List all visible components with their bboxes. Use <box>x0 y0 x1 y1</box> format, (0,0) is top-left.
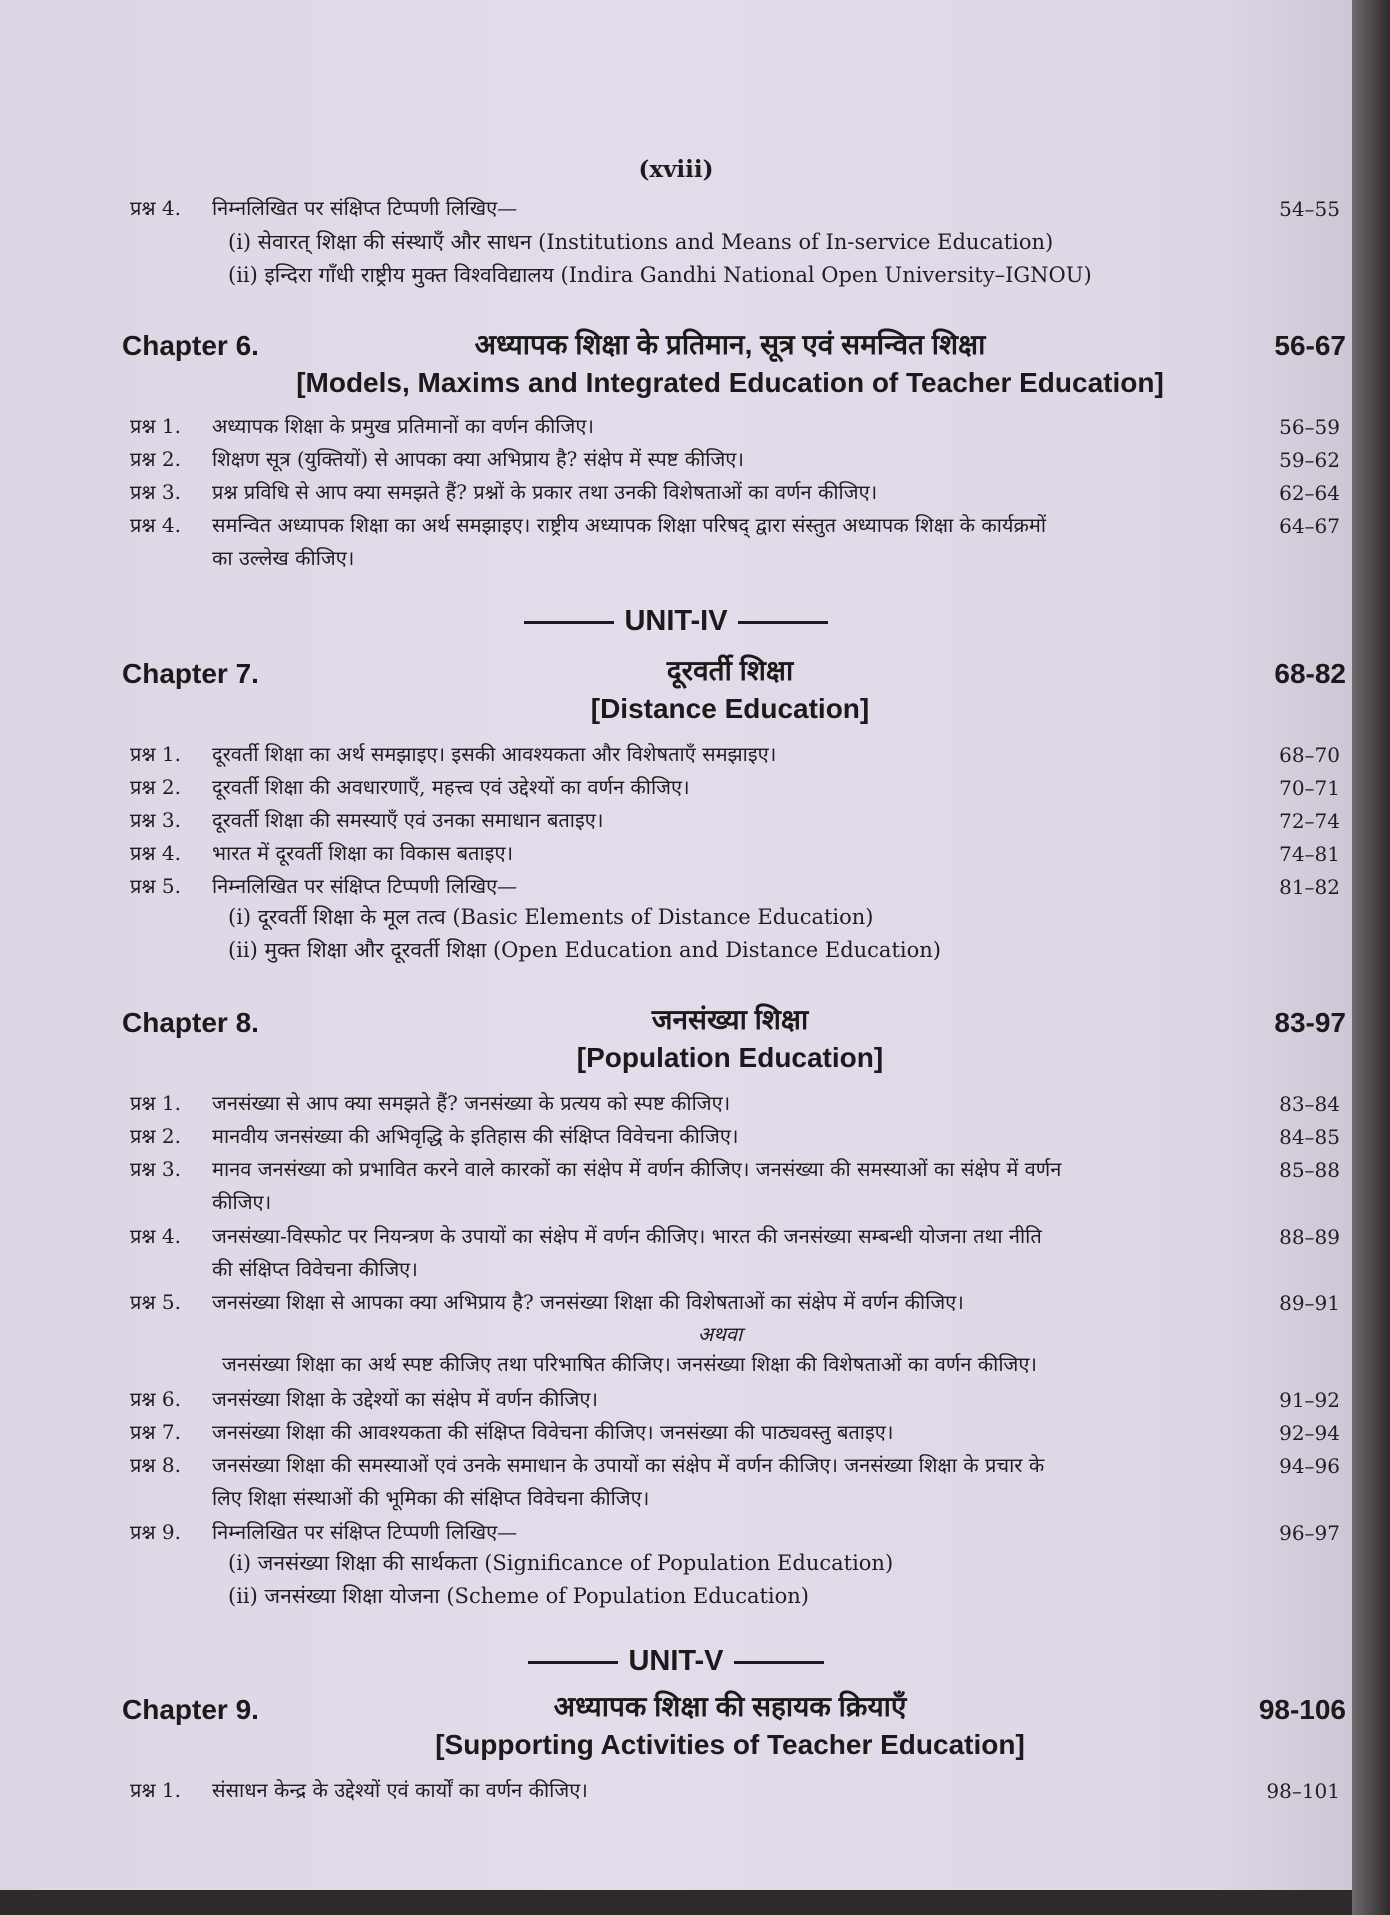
sub-item: (i) सेवारत् शिक्षा की संस्थाएँ और साधन (Institutions and Means of In-service Education) <box>228 230 1054 254</box>
page-range: 91–92 <box>1279 1388 1340 1412</box>
page-range: 96–97 <box>1279 1521 1340 1545</box>
chapter-title-english: [Supporting Activities of Teacher Education] <box>435 1729 1025 1760</box>
question-text: निम्नलिखित पर संक्षिप्त टिप्पणी लिखिए— <box>212 874 518 898</box>
chapter-page-range: 98-106 <box>1258 1694 1346 1725</box>
question <box>130 738 1230 771</box>
rule <box>524 621 614 624</box>
question-text: शिक्षण सूत्र (युक्तियों) से आपका क्या अभिप्राय है? संक्षेप में स्पष्ट कीजिए। <box>212 447 744 471</box>
sub-item: (ii) मुक्त शिक्षा और दूरवर्ती शिक्षा (Open Education and Distance Education) <box>228 938 941 962</box>
unit-title: UNIT-IV <box>624 605 728 637</box>
rule <box>734 1661 824 1664</box>
question-text: जनसंख्या से आप क्या समझते हैं? जनसंख्या के प्रत्यय को स्पष्ट कीजिए। <box>212 1091 731 1115</box>
question-label: प्रश्न 7. <box>130 1420 181 1444</box>
chapter-title-english: [Population Education] <box>576 1042 884 1073</box>
page-number: (xviii) <box>638 156 714 183</box>
question <box>130 476 1230 509</box>
chapter-title-hindi: जनसंख्या शिक्षा <box>651 1004 809 1035</box>
athva-or: अथवा <box>697 1322 743 1346</box>
sub-item: (ii) जनसंख्या शिक्षा योजना (Scheme of Population Education) <box>228 1584 809 1608</box>
question <box>130 509 1230 575</box>
page-range: 84–85 <box>1279 1125 1340 1149</box>
question-label: प्रश्न 1. <box>130 1778 181 1802</box>
question-text: जनसंख्या शिक्षा के उद्देश्यों का संक्षेप में वर्णन कीजिए। <box>212 1387 598 1411</box>
question <box>130 837 1230 870</box>
question-text: भारत में दूरवर्ती शिक्षा का विकास बताइए। <box>212 841 514 865</box>
chapter-label: Chapter 7. <box>122 658 259 689</box>
question-label: प्रश्न 1. <box>130 1091 181 1115</box>
chapter-title-hindi: अध्यापक शिक्षा के प्रतिमान, सूत्र एवं समन्वित शिक्षा <box>474 329 986 360</box>
page-range: 98–101 <box>1266 1779 1340 1803</box>
chapter-page-range: 83-97 <box>1274 1007 1346 1038</box>
question-continuation: लिए शिक्षा संस्थाओं की भूमिका की संक्षिप्त विवेचना कीजिए। <box>212 1486 650 1510</box>
unit-title: UNIT-V <box>628 1645 724 1677</box>
question <box>130 1774 1230 1807</box>
question-top-4 <box>130 192 1230 225</box>
question-text: निम्नलिखित पर संक्षिप्त टिप्पणी लिखिए— <box>212 1520 518 1544</box>
chapter-title-hindi: अध्यापक शिक्षा की सहायक क्रियाएँ <box>553 1691 907 1722</box>
page-range: 64–67 <box>1279 514 1340 538</box>
alternate-question: जनसंख्या शिक्षा का अर्थ स्पष्ट कीजिए तथा परिभाषित कीजिए। जनसंख्या शिक्षा की विशेषताओं का वर्णन कीजिए। <box>222 1352 1037 1376</box>
rule <box>738 621 828 624</box>
question-text: मानवीय जनसंख्या की अभिवृद्धि के इतिहास की संक्षिप्त विवेचना कीजिए। <box>212 1124 739 1148</box>
question <box>130 870 1230 903</box>
question <box>130 1383 1230 1416</box>
page-range: 92–94 <box>1279 1421 1340 1445</box>
question-text: जनसंख्या शिक्षा से आपका क्या अभिप्राय है? जनसंख्या शिक्षा की विशेषताओं का संक्षेप में वर्णन कीजिए। <box>212 1290 964 1314</box>
question-label: प्रश्न 4. <box>130 196 181 220</box>
question-text: निम्नलिखित पर संक्षिप्त टिप्पणी लिखिए— <box>212 196 518 220</box>
page-range: 59–62 <box>1279 448 1340 472</box>
question <box>130 410 1230 443</box>
question <box>130 771 1230 804</box>
question-label: प्रश्न 6. <box>130 1387 181 1411</box>
question-label: प्रश्न 4. <box>130 841 181 865</box>
question-label: प्रश्न 5. <box>130 1290 181 1314</box>
page-range: 89–91 <box>1279 1291 1340 1315</box>
question-text: प्रश्न प्रविधि से आप क्या समझते हैं? प्रश्नों के प्रकार तथा उनकी विशेषताओं का वर्णन कीजिए। <box>212 480 878 504</box>
page-range: 62–64 <box>1279 481 1340 505</box>
question-label: प्रश्न 8. <box>130 1453 181 1477</box>
question <box>130 1516 1230 1549</box>
chapter-page-range: 56-67 <box>1274 330 1346 361</box>
question-label: प्रश्न 4. <box>130 513 181 537</box>
question-text: दूरवर्ती शिक्षा का अर्थ समझाइए। इसकी आवश्यकता और विशेषताएँ समझाइए। <box>212 742 777 766</box>
question-text: समन्वित अध्यापक शिक्षा का अर्थ समझाइए। राष्ट्रीय अध्यापक शिक्षा परिषद् द्वारा संस्तुत अध्यापक शिक्षा के कार्यक्रमों <box>212 513 1047 537</box>
sub-item: (ii) इन्दिरा गाँधी राष्ट्रीय मुक्त विश्वविद्यालय (Indira Gandhi National Open University–IGNOU) <box>228 263 1092 287</box>
chapter-label: Chapter 8. <box>122 1007 259 1038</box>
chapter-label: Chapter 6. <box>122 330 259 361</box>
question-label: प्रश्न 3. <box>130 1157 181 1181</box>
unit-heading <box>0 1645 1352 1678</box>
page-range: 85–88 <box>1279 1158 1340 1182</box>
chapter-page-range: 68-82 <box>1274 658 1346 689</box>
question <box>130 443 1230 476</box>
question <box>130 1220 1230 1286</box>
question-label: प्रश्न 9. <box>130 1520 181 1544</box>
page-range: 74–81 <box>1279 842 1340 866</box>
question <box>130 1120 1230 1153</box>
question <box>130 1286 1230 1319</box>
question-text: अध्यापक शिक्षा के प्रमुख प्रतिमानों का वर्णन कीजिए। <box>212 414 594 438</box>
page-range: 68–70 <box>1279 743 1340 767</box>
question <box>130 1153 1230 1219</box>
question-label: प्रश्न 3. <box>130 480 181 504</box>
rule <box>528 1661 618 1664</box>
question-label: प्रश्न 2. <box>130 447 181 471</box>
question-continuation: की संक्षिप्त विवेचना कीजिए। <box>212 1257 418 1281</box>
page-range: 81–82 <box>1279 875 1340 899</box>
page-range: 72–74 <box>1279 809 1340 833</box>
page-range: 83–84 <box>1279 1092 1340 1116</box>
page-range: 54–55 <box>1279 197 1340 221</box>
page-range: 70–71 <box>1279 776 1340 800</box>
question-text: मानव जनसंख्या को प्रभावित करने वाले कारकों का संक्षेप में वर्णन कीजिए। जनसंख्या की समस्याओं का संक्षेप में वर्णन <box>212 1157 1062 1181</box>
question-continuation: कीजिए। <box>212 1190 272 1214</box>
question-text: जनसंख्या शिक्षा की आवश्यकता की संक्षिप्त विवेचना कीजिए। जनसंख्या की पाठ्यवस्तु बताइए। <box>212 1420 894 1444</box>
sub-item: (i) दूरवर्ती शिक्षा के मूल तत्व (Basic Elements of Distance Education) <box>228 905 874 929</box>
question <box>130 1416 1230 1449</box>
question-label: प्रश्न 1. <box>130 742 181 766</box>
chapter-label: Chapter 9. <box>122 1694 259 1725</box>
question-text: जनसंख्या शिक्षा की समस्याओं एवं उनके समाधान के उपायों का संक्षेप में वर्णन कीजिए। जनसंख्या शिक्षा के प्रचार के <box>212 1453 1045 1477</box>
question <box>130 804 1230 837</box>
page-range: 94–96 <box>1279 1454 1340 1478</box>
chapter-title-english: [Distance Education] <box>590 693 870 724</box>
page-range: 56–59 <box>1279 415 1340 439</box>
question-continuation: का उल्लेख कीजिए। <box>212 546 355 570</box>
question-text: दूरवर्ती शिक्षा की अवधारणाएँ, महत्त्व एवं उद्देश्यों का वर्णन कीजिए। <box>212 775 690 799</box>
question-label: प्रश्न 2. <box>130 1124 181 1148</box>
question-label: प्रश्न 1. <box>130 414 181 438</box>
sub-item: (i) जनसंख्या शिक्षा की सार्थकता (Significance of Population Education) <box>228 1551 894 1575</box>
question-text: दूरवर्ती शिक्षा की समस्याएँ एवं उनका समाधान बताइए। <box>212 808 604 832</box>
page-range: 88–89 <box>1279 1225 1340 1249</box>
question-label: प्रश्न 2. <box>130 775 181 799</box>
chapter-title-hindi: दूरवर्ती शिक्षा <box>666 655 794 686</box>
chapter-title-english: [Models, Maxims and Integrated Education of Teacher Education] <box>296 367 1164 398</box>
question-text: जनसंख्या-विस्फोट पर नियन्त्रण के उपायों का संक्षेप में वर्णन कीजिए। भारत की जनसंख्या सम्बन्धी योजना तथा नीति <box>212 1224 1042 1248</box>
question-label: प्रश्न 3. <box>130 808 181 832</box>
question-label: प्रश्न 4. <box>130 1224 181 1248</box>
unit-heading <box>0 605 1352 638</box>
question-text: संसाधन केन्द्र के उद्देश्यों एवं कार्यों का वर्णन कीजिए। <box>212 1778 588 1802</box>
question <box>130 1449 1230 1515</box>
question <box>130 1087 1230 1120</box>
question-label: प्रश्न 5. <box>130 874 181 898</box>
page-edge-shadow <box>1352 0 1390 1915</box>
